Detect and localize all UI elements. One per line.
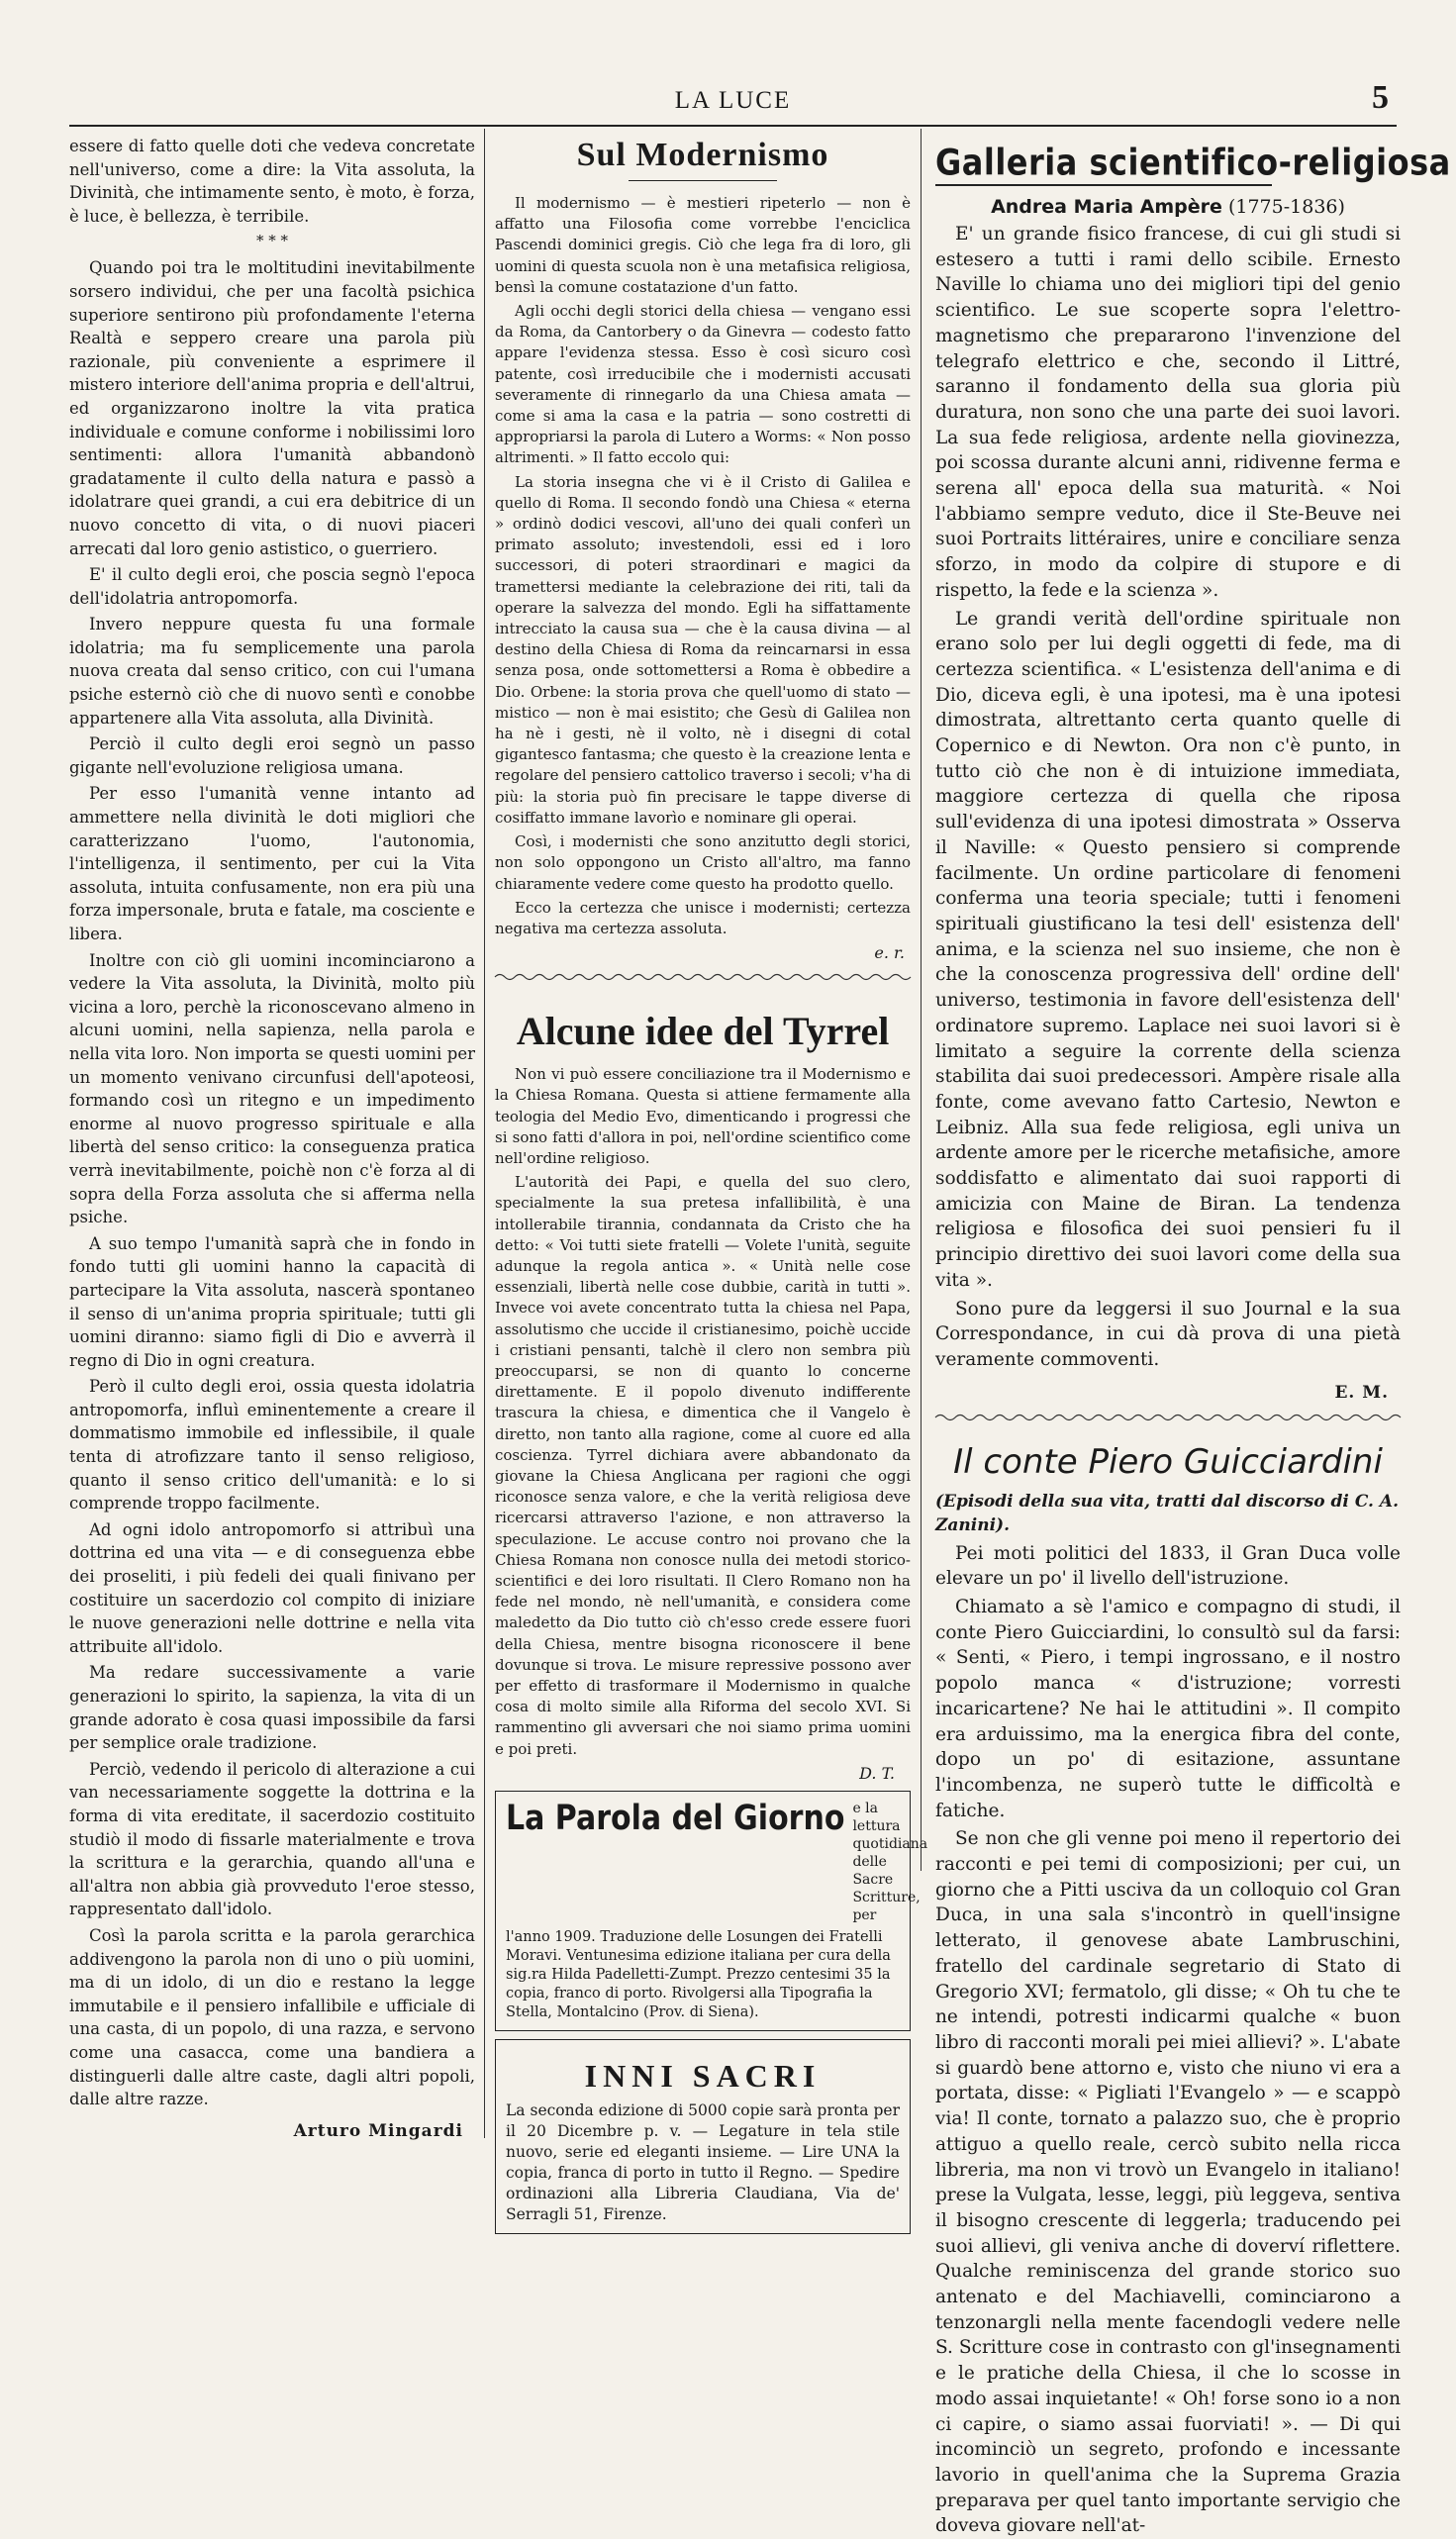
paragraph: Le grandi verità dell'ordine spirituale non erano solo per lui degli oggetti di fede, ma di certezza scientifica. « L'esistenza dell'anima e di Dio, diceva egli, è una ipotesi, ma è una ipotesi dimostrata, altrettanto certa quanto quelle di Copernico e di Newton. Ora non c'è punto, in tutto ciò che non è di intuizione immediata, maggiore certezza di quella che riposa sull'evidenza di una ipotesi dimostrata » Osserva il Naville: « Questo pensiero si comprende facilmente. Un ordine particolare di fenomeni conferma una teoria speciale; tutti i fenomeni spirituali giustificano la tesi dell' esistenza dell' anima, e la scienza nel suo insieme, che non è che la conoscenza progressiva dell' ordine dell' universo, testimonia in favore dell'esistenza dell' ordinatore supremo. Laplace nei suoi lavori si è limitato a seguire la corrente della scienza stabilita dai suoi predecessori. Ampère risale alla fonte, come avevano fatto Cartesio, Newton e Leibniz. Alla sua fede religiosa, egli univa un ardente amore per le ricerche metafisiche, amore soddisfatto e alimentato dai suoi rapporti di amicizia con Maine de Biran. La tendenza religiosa e filosofica dei suoi pensieri fu il principio direttivo dei suoi lavori come della sua vita ». — [935, 608, 1401, 1291]
wavy-divider — [495, 972, 911, 982]
paragraph: Così, i modernisti che sono anzitutto degli storici, non solo oppongono un Cristo all'altro, ma fanno chiaramente vedere come questo ha prodotto quello. — [495, 832, 911, 893]
paragraph: Sono pure da leggersi il suo Journal e la sua Correspondance, in cui dà prova di una pietà veramente commoventi. — [935, 1298, 1401, 1370]
paragraph: Però il culto degli eroi, ossia questa idolatria antropomorfa, influì eminentemente a creare il dommatismo immobile ed inflessibile, il quale tenta di atrofizzare tanto il senso religioso, quanto il senso critico dell'umanità: e lo si comprende troppo facilmente. — [69, 1377, 475, 1514]
advert-inni-sacri — [495, 2039, 911, 2234]
advert-parola-del-giorno — [495, 1791, 928, 2031]
column-rule — [484, 129, 485, 2138]
biography-heading — [935, 196, 1401, 218]
paragraph: Perciò, vedendo il pericolo di alterazione a cui van necessariamente soggette la dottrina e la forma di vita ereditate, il sacerdozio costituito studiò il modo di fissarle materialmente e trova la scrittura e la gerarchia, quando all'una e all'altra non abbia già provveduto l'eroe stesso, rappresentato dall'idolo. — [69, 1759, 475, 1919]
paragraph: Pei moti politici del 1833, il Gran Duca volle elevare un po' il livello dell'istruzione. — [935, 1542, 1401, 1590]
title-rule — [629, 180, 777, 181]
paragraph: Ecco la certezza che unisce i modernisti; certezza negativa ma certezza assoluta. — [495, 898, 911, 937]
column-left — [69, 135, 475, 2144]
paragraph: Il modernismo — è mestieri ripeterlo — non è affatto una Filosofia come vorrebbe l'enciclica Pascendi dominici gregis. Ciò che lega fra di loro, gli uomini di questa scuola non è una metafisica religiosa, bensì la comune costatazione d'un fatto. — [495, 194, 911, 296]
advert-title: INNI SACRI — [584, 2057, 822, 2094]
column-middle — [495, 135, 928, 2223]
paragraph: Perciò il culto degli eroi segnò un passo gigante nell'evoluzione religiosa umana. — [69, 734, 475, 777]
column-right — [935, 135, 1451, 2537]
paragraph: Non vi può essere conciliazione tra il Modernismo e la Chiesa Romana. Questa si attiene fermamente alla teologia del Medio Evo, dimenticando i progressi che si sono fatti d'allora in poi, nell'ordine scientifico come nell'ordine religioso. — [495, 1065, 911, 1167]
page-number: 5 — [1372, 79, 1389, 116]
section-stars: * * * — [255, 232, 289, 250]
paragraph: essere di fatto quelle doti che vedeva concretate nell'universo, come a dire: la Vita assoluta, la Divinità, che intimamente sento, è moto, è forza, è luce, è bellezza, è terribile. — [69, 137, 475, 226]
paragraph: Inoltre con ciò gli uomini incominciarono a vedere la Vita assoluta, la Divinità, molto più vicina a loro, perchè la riconoscevano almeno in alcuni uomini, nella sapienza, nella parola e nella vita loro. Non importa se questi uomini per un momento venivano circunfusi dell'apoteosi, formando così un ritegno e un impedimento enorme al nuovo progresso spirituale e alla libertà del senso critico: la conseguenza pratica verrà inevitabilmente, poichè non c'è forza al di sopra della Forza assoluta che si afferma nella psiche. — [69, 950, 475, 1227]
author-signature: Arturo Mingardi — [293, 2120, 463, 2141]
paragraph: Ma redare successivamente a varie generazioni lo spirito, la sapienza, la vita di un grande adorato è cosa quasi impossibile da farsi per semplice orale tradizione. — [69, 1663, 475, 1753]
paragraph: L'autorità dei Papi, e quella del suo clero, specialmente la sua pretesa infallibilità, è una intollerabile tirannia, condannata da Cristo che ha detto: « Voi tutti siete fratelli — Volete l'unità, seguite adunque la regola antica ». « Unità nelle cose essenziali, libertà nelle cose dubbie, carità in tutti ». Invece voi avete concentrato tutta la chiesa nel Papa, assolutismo che uccide il cristianesimo, poichè uccide i cristiani pensanti, talchè il clero non sembra più preoccuparsi, se non di quanto lo concerne direttamente. E il popolo divenuto indifferente trascura la chiesa, e dimentica che il Vangelo è diretto, non tanto alla ragione, come al cuore ed alla coscienza. Tyrrel dichiara avere abbandonato da giovane la Chiesa Anglicana per ragioni che oggi riconosce senza valore, e che la verità religiosa deve ricercarsi attraverso l'azione, e non attraverso la speculazione. Le accuse contro noi provano che la Chiesa Romana non conosce nulla dei metodi storico-scientifici e dei loro risultati. Il Clero Romano non ha fede nel mondo, nè nell'umanità, e considera come maledetto da Dio tutto ciò ch'esso crede essere fuori della Chiesa, mentre bisogna riconoscere il bene dovunque si trova. Le misure repressive possono aver per effetto di trasformare il Modernismo in qualche cosa di molto simile alla Riforma del secolo XVI. Si rammentino gli avversari che noi siamo prima uomini e poi preti. — [495, 1173, 911, 1758]
paragraph: La storia insegna che vi è il Cristo di Galilea e quello di Roma. Il secondo fondò una Chiesa « eterna » ordinò dodici vescovi, all'uno dei quali conferì un primato assoluto; investendoli, essi ed i loro successori, di poteri straordinari e magici da tramettersi mediante la celebrazione dei riti, tali da operare la salvezza del mondo. Egli ha siffattamente intrecciato la causa sua — che è la causa divina — al destino della Chiesa di Roma da reincarnarsi in essa senza posa, onde sottomettersi a Roma è obbedire a Dio. Orbene: la storia prova che quell'uomo di stato — mistico — non è mai esistito; che Gesù di Galilea non ha nè i gesti, nè il volto, nè i disegni di cotal gigantesco fantasma; che questo è la creazione lenta e regolare del pensiero cattolico traverso i secoli; v'ha di più: la storia può fin precisare le tappe diverse di cosiffatto immane lavorìo e nominare gli operai. — [495, 472, 911, 827]
title-rule — [935, 184, 1272, 186]
article-title-guicciardini: Il conte Piero Guicciardini — [953, 1441, 1383, 1482]
subject-name: Andrea Maria Ampère — [991, 196, 1222, 218]
paragraph: A suo tempo l'umanità saprà che in fondo in fondo tutti gli uomini hanno la capacità di partecipare la Vita assoluta, nascerà spontaneo il senso di un'anima propria spirituale; tutti gli uomini diranno: siamo figli di Dio e avverrà il regno di Dio in ogni creatura. — [69, 1233, 475, 1370]
article-title-modernismo: Sul Modernismo — [576, 137, 829, 173]
advert-body: La seconda edizione di 5000 copie sarà pronta per il 20 Dicembre p. v. — Legature in tela stile nuovo, serie ed eleganti insieme. — Lire UNA la copia, franca di porto in tutto il Regno. — Spedire ordinazioni alla Libreria Claudiana, Via de' Serragli 51, Firenze. — [506, 2100, 900, 2223]
paragraph: Se non che gli venne poi meno il repertorio dei racconti e pei temi di composizioni; per cui, un giorno che a Pitti usciva da un colloquio col Gran Duca, in una sala s'incontrò in quell'insigne letterato, il genovese abate Lambruschini, fratello del cardinale segretario di Stato di Gregorio XVI; fermatolo, gli disse; « Oh tu che te ne intendi, potresti indicarmi qualche « buon libro di racconti morali pei miei allievi? ». L'abate si guardò bene attorno e, visto che niuno vi era a portata, disse: « Pigliati l'Evangelo » — e scappò via! Il conte, tornato a palazzo suo, che è proprio attiguo a quello reale, cercò subito nella ricca libreria, ma non vi trovò un Evangelo in italiano! prese la Vulgata, lesse, leggi, più leggeva, sentiva il bisogno crescente di leggerla; traducendo pei suoi allievi, gli veniva anche di doverví riflettere. Qualche reminiscenza del grande storico suo antenato e del Machiavelli, cominciarono a tenzonargli nella mente facendogli vedere nelle S. Scritture cose in contrasto con gl'insegnamenti e le pratiche della Chiesa, il che lo scosse in modo assai inquietante! « Oh! forse sono io a non ci capire, o siamo assai fuorviati! ». — Di qui incominciò un segreto, profondo e incessante lavorio in quell'anima che la Suprema Grazia preparava per quel tanto importante servigio che doveva giovare nell'at- — [935, 1828, 1401, 2537]
author-signature: E. M. — [1334, 1382, 1389, 1403]
advert-title: La Parola del Giorno — [506, 1798, 845, 1838]
paragraph: Così la parola scritta e la parola gerarchica addivengono la parola non di uno o più uomini, ma di un idolo, di un dio e restano la legge immutabile e il pensiero infallibile e ufficiale di una casta, di un popolo, di una razza, e servono come una casacca, come una bandiera a distinguerli dalle altre caste, dagli altri popoli, dalle altre razze. — [69, 1925, 475, 2109]
paragraph: Ad ogni idolo antropomorfo si attribuì una dottrina ed una vita — e di conseguenza ebbe dei proseliti, i più fedeli dei quali finivano per costituire un sacerdozio col compito di iniziare le nuove generazioni nelle dottrine e nella vita attribuite all'idolo. — [69, 1519, 475, 1656]
paragraph: Invero neppure questa fu una formale idolatria; ma fu semplicemente una parola nuova creata dal senso critico, con cui l'umana psiche esternò ciò che di nuovo sentì e conobbe appartenere alla Vita assoluta, alla Divinità. — [69, 615, 475, 728]
running-header — [69, 79, 1397, 127]
article-subtitle: (Episodi della sua vita, tratti dal discorso di C. A. Zanini). — [935, 1491, 1399, 1535]
paragraph: Chiamato a sè l'amico e compagno di studi, il conte Piero Guicciardini, lo consultò sul da farsi: « Senti, « Piero, i tempi ingrossano, e il nostro popolo manca « d'istruzione; vorresti incaricartene? Ne hai le attitudini ». Il compito era arduissimo, ma la energica fibra del conte, dopo un po' di esitazione, assuntane l'incombenza, ne superò tutte le difficoltà e fatiche. — [935, 1597, 1401, 1821]
section-title-galleria: Galleria scientifico-religiosa — [935, 141, 1451, 184]
article-title-tyrrel: Alcune idee del Tyrrel — [516, 1009, 890, 1054]
subject-dates: (1775-1836) — [1227, 196, 1345, 218]
column-rule — [921, 129, 922, 1871]
paragraph: E' un grande fisico francese, di cui gli studi si estesero a tutti i rami dello scibile. Ernesto Naville lo chiama uno dei migliori tipi del genio scientifico. Le sue scoperte sopra l'elettro-magnetismo che prepararono l'invenzione del telegrafo elettrico e che, secondo il Littré, saranno il fondamento della sua gloria più duratura, non sono che una parte dei suoi lavori. La sua fede religiosa, ardente nella giovinezza, poi scossa durante alcuni anni, ridivenne ferma e serena all' epoca della sua maturità. « Noi l'abbiamo sempre veduto, dice il Ste-Beuve nei suoi Portraits littéraires, unire e conciliare senza sforzo, in modo da colpire di stupore e di rispetto, la fede e la scienza ». — [935, 224, 1401, 601]
paragraph: Agli occhi degli storici della chiesa — vengano essi da Roma, da Cantorbery o da Ginevra — codesto fatto appare l'evidenza stessa. Esso è così sicuro così patente, così irreducibile che i modernisti accusati severamente di rinnegarlo da una Chiesa amata — come si ama la casa e la patria — sono costretti di appropriarsi la parola di Lutero a Worms: « Non posso altrimenti. » Il fatto eccolo qui: — [495, 302, 911, 467]
author-signature: e. r. — [874, 943, 905, 963]
newspaper-title: LA LUCE — [674, 87, 792, 114]
advert-body: l'anno 1909. Traduzione delle Losungen dei Fratelli Moravi. Ventunesima edizione italiana per cura della sig.ra Hilda Padelletti-Zumpt. Prezzo centesimi 35 la copia, franco di porto. Rivolgersi alla Tipografia la Stella, Montalcino (Prov. di Siena). — [506, 1928, 891, 2020]
paragraph: E' il culto degli eroi, che poscia segnò l'epoca dell'idolatria antropomorfa. — [69, 565, 475, 608]
paragraph: Quando poi tra le moltitudini inevitabilmente sorsero individui, che per una facoltà psichica superiore sentirono più profondamente l'eterna Realtà e seppero creare una parola più razionale, più conveniente a esprimere il mistero interiore dell'anima propria e dell'altrui, ed organizzarono inoltre la vita pratica individuale e comune conforme i nobilissimi loro sentimenti: allora l'umanità abbandonò gradatamente il culto della natura e passò a idolatrare quei grandi, a cui era debitrice di un nuovo concetto di vita, o di nuovi piaceri arrecati dal loro genio astistico, o guerriero. — [69, 258, 475, 558]
advert-subtitle: e la lettura quotidiana delle Sacre Scritture, per — [852, 1800, 928, 1923]
author-signature: D. T. — [859, 1763, 895, 1783]
paragraph: Per esso l'umanità venne intanto ad ammettere nella divinità le doti migliori che caratterizzano l'uomo, l'autonomia, l'intelligenza, il sentimento, per cui la Vita assoluta, intuita confusamente, non era più una forza impersonale, bruta e fatale, ma cosciente e libera. — [69, 784, 475, 943]
wavy-divider — [935, 1413, 1401, 1422]
